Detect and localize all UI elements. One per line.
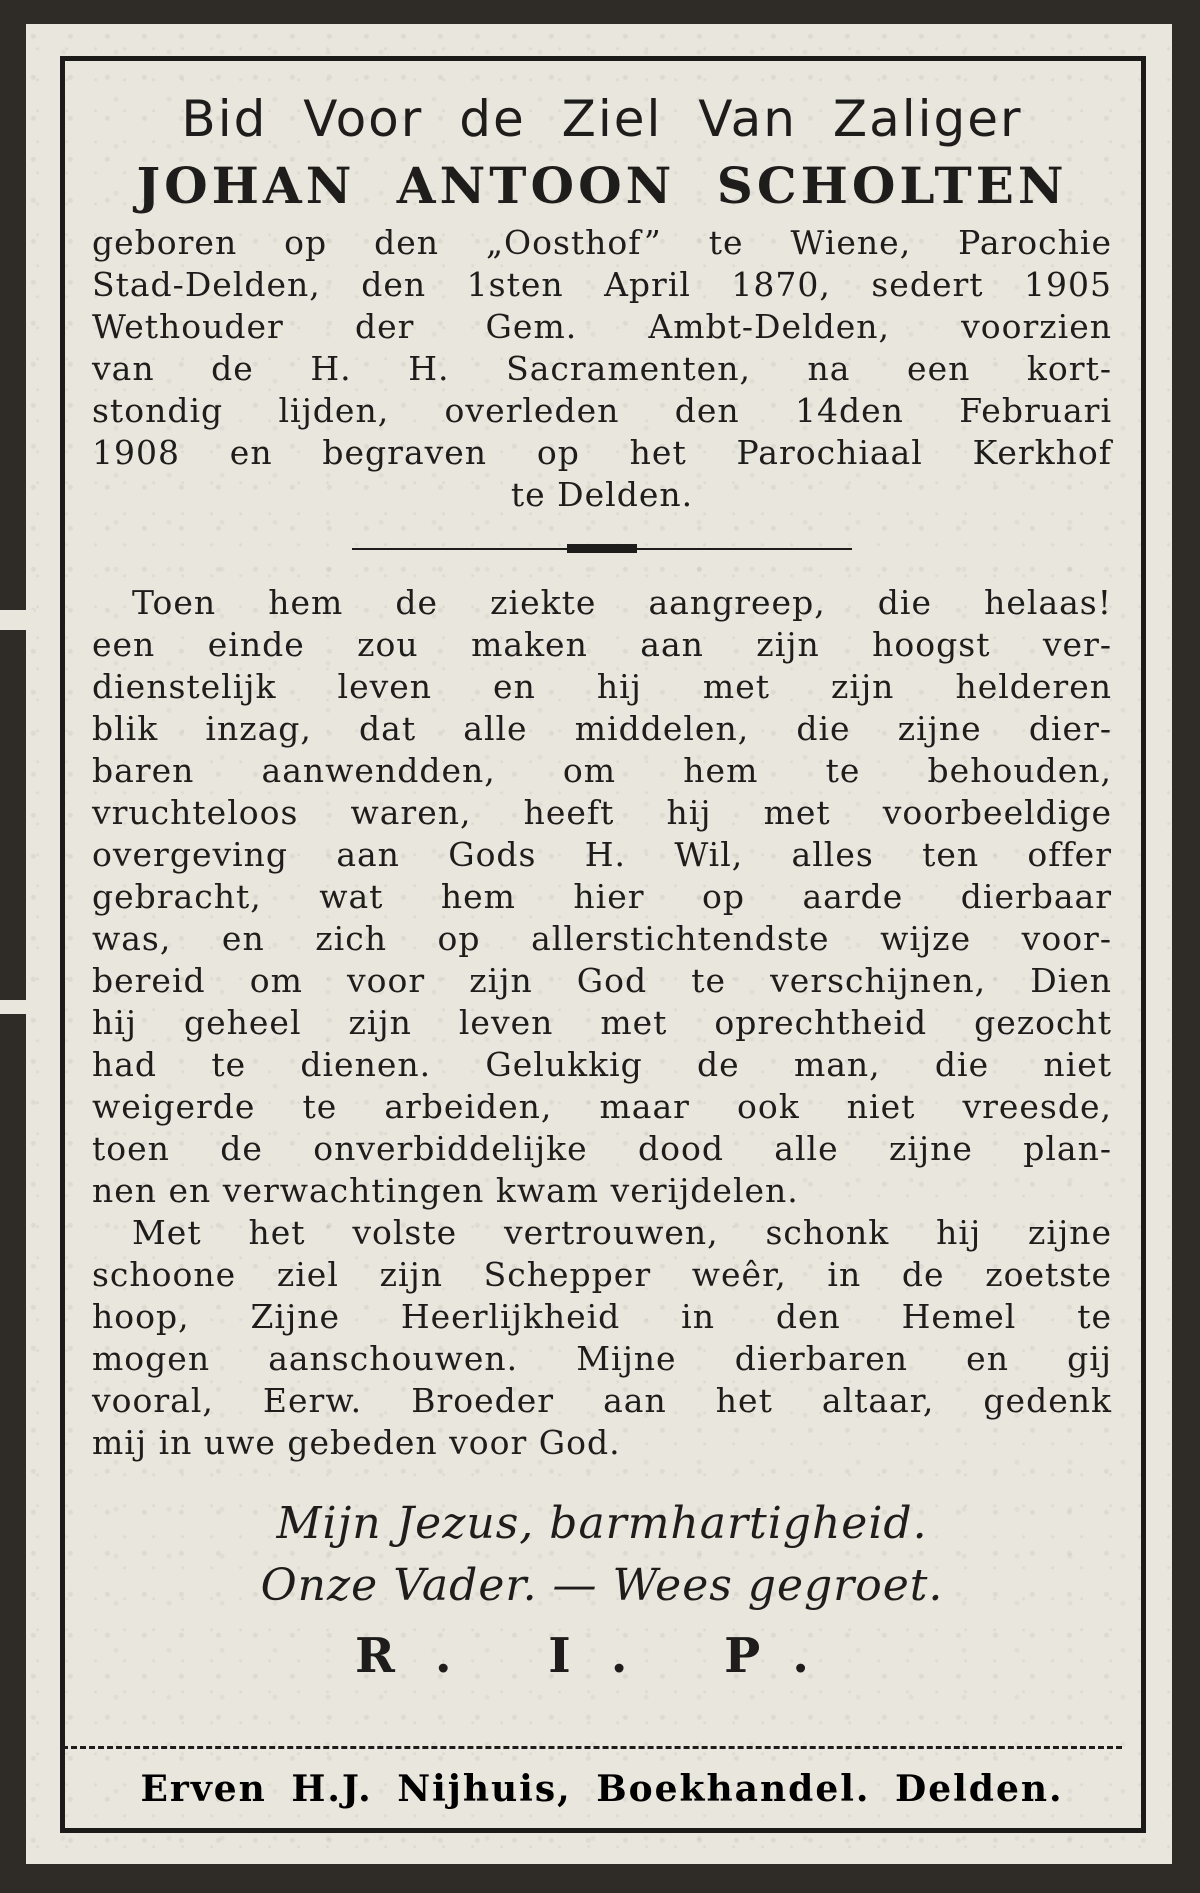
body-line: dienstelijk leven en hij met zijn helderen	[92, 667, 1112, 706]
body-line: blik inzag, dat alle middelen, die zijne dier-	[92, 709, 1112, 748]
body-line: nen en verwachtingen kwam verijdelen.	[92, 1171, 799, 1210]
body-line: vruchteloos waren, heeft hij met voorbeeldige	[92, 793, 1112, 832]
intro-line: Wethouder der Gem. Ambt-Delden, voorzien	[92, 307, 1112, 346]
ornamental-divider	[352, 542, 852, 556]
intro-line: 1908 en begraven op het Parochiaal Kerkhof	[92, 433, 1112, 472]
body-line: baren aanwendden, om hem te behouden,	[92, 751, 1112, 790]
body-line: toen de onverbiddelijke dood alle zijne plan-	[92, 1129, 1112, 1168]
rip-inscription: R. I. P.	[354, 1628, 850, 1684]
body-line: vooral, Eerw. Broeder aan het altaar, gedenk	[92, 1381, 1112, 1420]
body-line: Toen hem de ziekte aangreep, die helaas!	[132, 583, 1112, 622]
printer-credit: Erven H.J. Nijhuis, Boekhandel. Delden.	[140, 1768, 1064, 1810]
body-line: bereid om voor zijn God te verschijnen, Dien	[92, 961, 1112, 1000]
prayer-our-father: Onze Vader. — Wees gegroet.	[260, 1560, 944, 1611]
footer-rule	[62, 1746, 1122, 1749]
body-line: hij geheel zijn leven met oprechtheid gezocht	[92, 1003, 1112, 1042]
intro-paragraph	[92, 222, 1112, 516]
deceased-name: JOHAN ANTOON SCHOLTEN	[136, 156, 1068, 215]
intro-line: te Delden.	[510, 475, 694, 514]
body-paragraph	[92, 582, 1112, 1464]
body-line: gebracht, wat hem hier op aarde dierbaar	[92, 877, 1112, 916]
paper-tear	[0, 610, 34, 630]
body-line: was, en zich op allerstichtendste wijze voor-	[92, 919, 1112, 958]
intro-line: geboren op den „Oosthof” te Wiene, Parochie	[92, 223, 1112, 262]
paper-tear	[0, 1000, 40, 1014]
body-line: mogen aanschouwen. Mijne dierbaren en gij	[92, 1339, 1112, 1378]
body-line: hoop, Zijne Heerlijkheid in den Hemel te	[92, 1297, 1112, 1336]
intro-line: Stad-Delden, den 1sten April 1870, sedert 1905	[92, 265, 1112, 304]
body-line: overgeving aan Gods H. Wil, alles ten offer	[92, 835, 1112, 874]
card-header: Bid Voor de Ziel Van Zaliger	[181, 90, 1023, 148]
card-content	[92, 80, 1112, 1780]
body-line: schoone ziel zijn Schepper weêr, in de zoetste	[92, 1255, 1112, 1294]
body-line: Met het volste vertrouwen, schonk hij zijne	[132, 1213, 1112, 1252]
prayer-mercy: Mijn Jezus, barmhartigheid.	[276, 1498, 928, 1549]
body-line: weigerde te arbeiden, maar ook niet vreesde,	[92, 1087, 1112, 1126]
body-line: mij in uwe gebeden voor God.	[92, 1423, 621, 1462]
body-line: een einde zou maken aan zijn hoogst ver-	[92, 625, 1112, 664]
intro-line: van de H. H. Sacramenten, na een kort-	[92, 349, 1112, 388]
intro-line: stondig lijden, overleden den 14den Februari	[92, 391, 1112, 430]
body-line: had te dienen. Gelukkig de man, die niet	[92, 1045, 1112, 1084]
